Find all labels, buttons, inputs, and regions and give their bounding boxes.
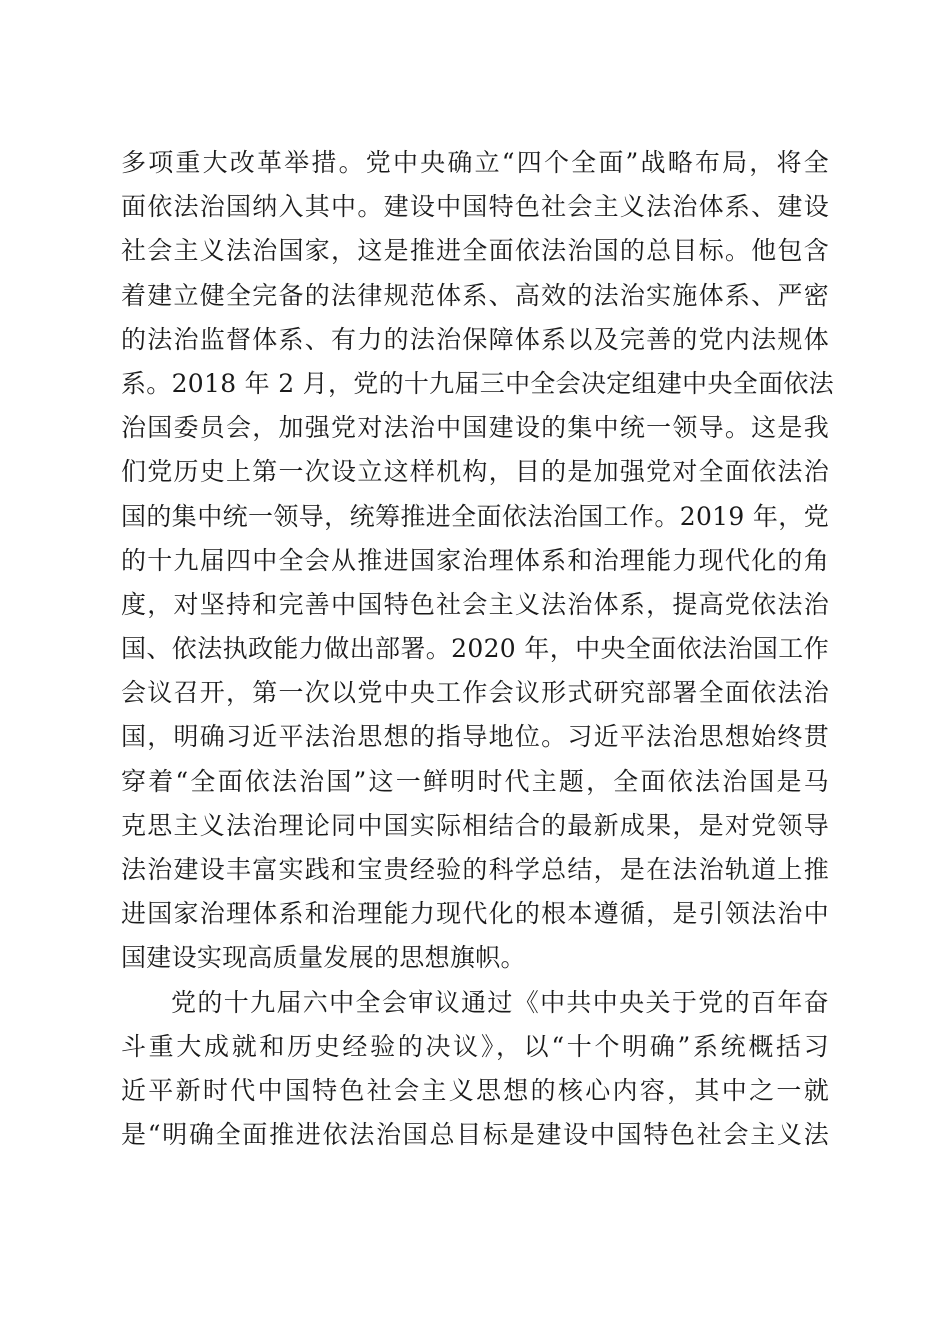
text-line: 近平新时代中国特色社会主义思想的核心内容，其中之一就 xyxy=(121,1075,829,1105)
text-line: 的法治监督体系、有力的法治保障体系以及完善的党内法规体 xyxy=(121,324,829,354)
text-line: 斗重大成就和历史经验的决议》，以“十个明确”系统概括习 xyxy=(121,1031,829,1061)
text-line: 党的十九届六中全会审议通过《中共中央关于党的百年奋 xyxy=(171,987,829,1017)
text-line: 多项重大改革举措。党中央确立“四个全面”战略布局，将全 xyxy=(121,148,829,177)
text-line: 克思主义法治理论同中国实际相结合的最新成果，是对党领导 xyxy=(121,810,829,840)
text-line: 国、依法执政能力做出部署。2020 年，中央全面依法治国工作 xyxy=(121,634,829,664)
paragraph-2 xyxy=(121,981,829,1158)
text-line: 是“明确全面推进依法治国总目标是建设中国特色社会主义法 xyxy=(121,1120,829,1150)
text-line: 进国家治理体系和治理能力现代化的根本遵循，是引领法治中 xyxy=(121,899,829,929)
text-line: 会议召开，第一次以党中央工作会议形式研究部署全面依法治 xyxy=(121,678,829,708)
text-line: 法治建设丰富实践和宝贵经验的科学总结，是在法治轨道上推 xyxy=(121,855,829,884)
text-line: 度，对坚持和完善中国特色社会主义法治体系，提高党依法治 xyxy=(121,589,829,619)
paragraph-1 xyxy=(121,141,834,981)
text-line: 的十九届四中全会从推进国家治理体系和治理能力现代化的角 xyxy=(121,545,829,575)
text-line: 着建立健全完备的法律规范体系、高效的法治实施体系、严密 xyxy=(121,280,829,310)
text-line: 系。2018 年 2 月，党的十九届三中全会决定组建中央全面依法 xyxy=(121,368,834,398)
text-line: 国的集中统一领导，统筹推进全面依法治国工作。2019 年，党 xyxy=(121,501,829,531)
text-line: 国建设实现高质量发展的思想旗帜。 xyxy=(121,943,526,973)
text-line: 们党历史上第一次设立这样机构，目的是加强党对全面依法治 xyxy=(121,457,829,487)
text-line: 治国委员会，加强党对法治中国建设的集中统一领导。这是我 xyxy=(121,413,829,443)
text-line: 社会主义法治国家，这是推进全面依法治国的总目标。他包含 xyxy=(121,236,829,266)
text-line: 国，明确习近平法治思想的指导地位。习近平法治思想始终贯 xyxy=(121,722,829,752)
text-line: 穿着“全面依法治国”这一鲜明时代主题，全面依法治国是马 xyxy=(121,766,829,796)
body-text xyxy=(121,141,834,1157)
text-line: 面依法治国纳入其中。建设中国特色社会主义法治体系、建设 xyxy=(121,192,829,222)
